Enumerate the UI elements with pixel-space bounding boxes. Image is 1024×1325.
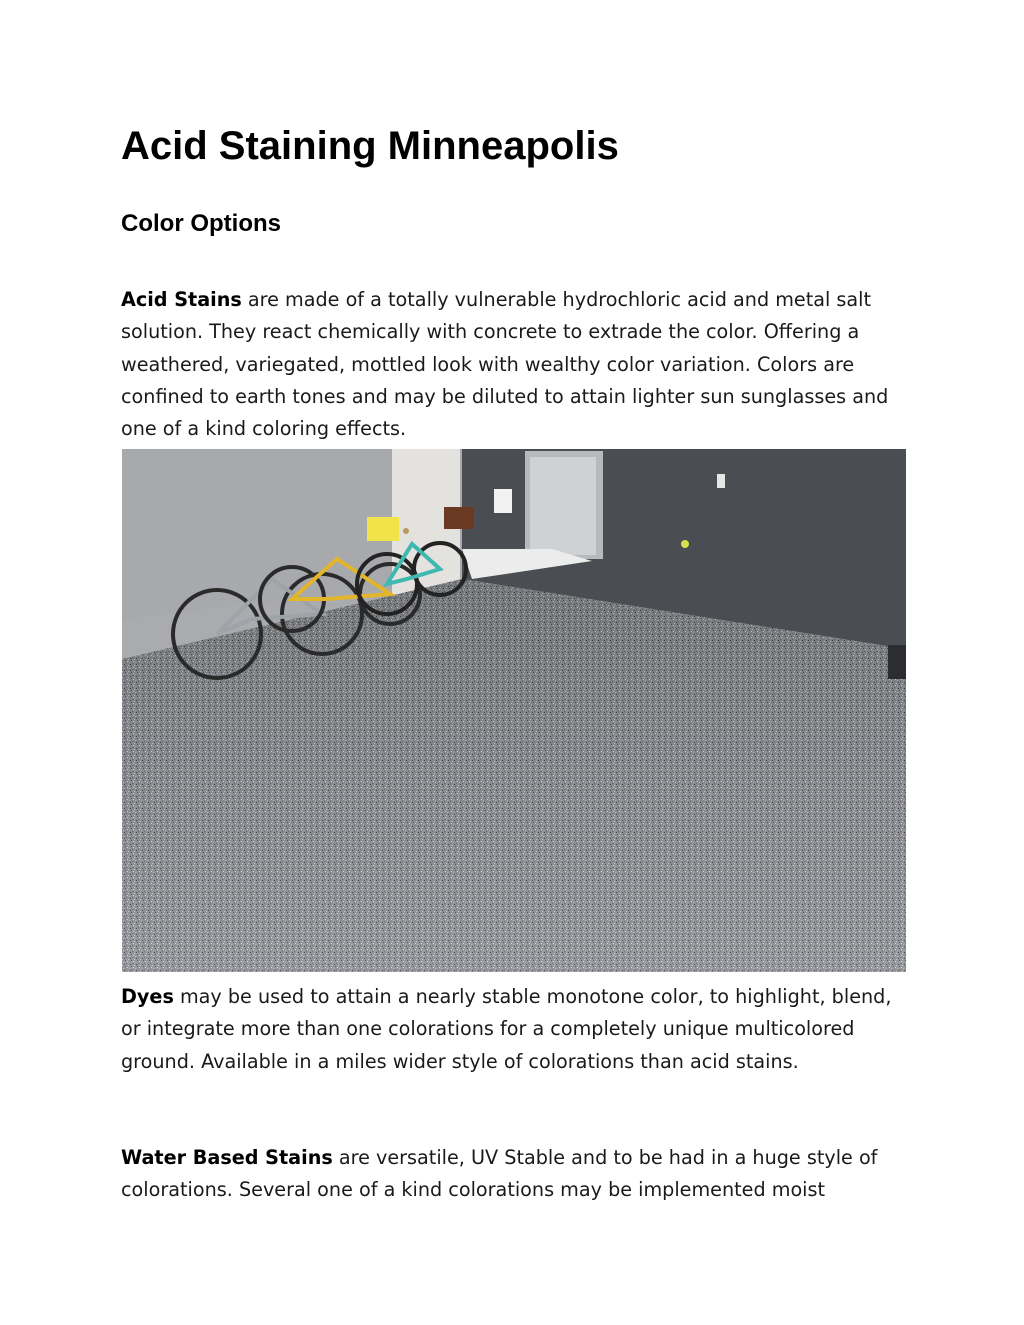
paragraph-term: Acid Stains [121, 288, 242, 311]
paragraph-water-based-stains [121, 1142, 911, 1207]
paragraph-term: Dyes [121, 985, 174, 1008]
garage-floor-photo [122, 449, 906, 972]
paragraph-text: may be used to attain a nearly stable monotone color, to highlight, blend, or integrate more than one colorations for a completely unique multicolored ground. Available in a miles wider style of colorations than acid stains. [121, 985, 892, 1073]
paragraph-acid-stains [121, 284, 911, 445]
section-heading: Color Options [121, 210, 281, 237]
paragraph-term: Water Based Stains [121, 1146, 333, 1169]
page-title: Acid Staining Minneapolis [121, 124, 619, 168]
paragraph-text: are versatile, UV Stable and to be had in a huge style of colorations. Several one of a kind colorations may be implemented moist [121, 1146, 878, 1202]
paragraph-text: are made of a totally vulnerable hydrochloric acid and metal salt solution. They react chemically with concrete to extrade the color. Offering a weathered, variegated, mottled look with wealthy color variation. Colors are confined to earth tones and may be diluted to attain lighter sun sunglasses and one of a kind coloring effects. [121, 288, 889, 441]
paragraph-dyes [121, 981, 911, 1078]
